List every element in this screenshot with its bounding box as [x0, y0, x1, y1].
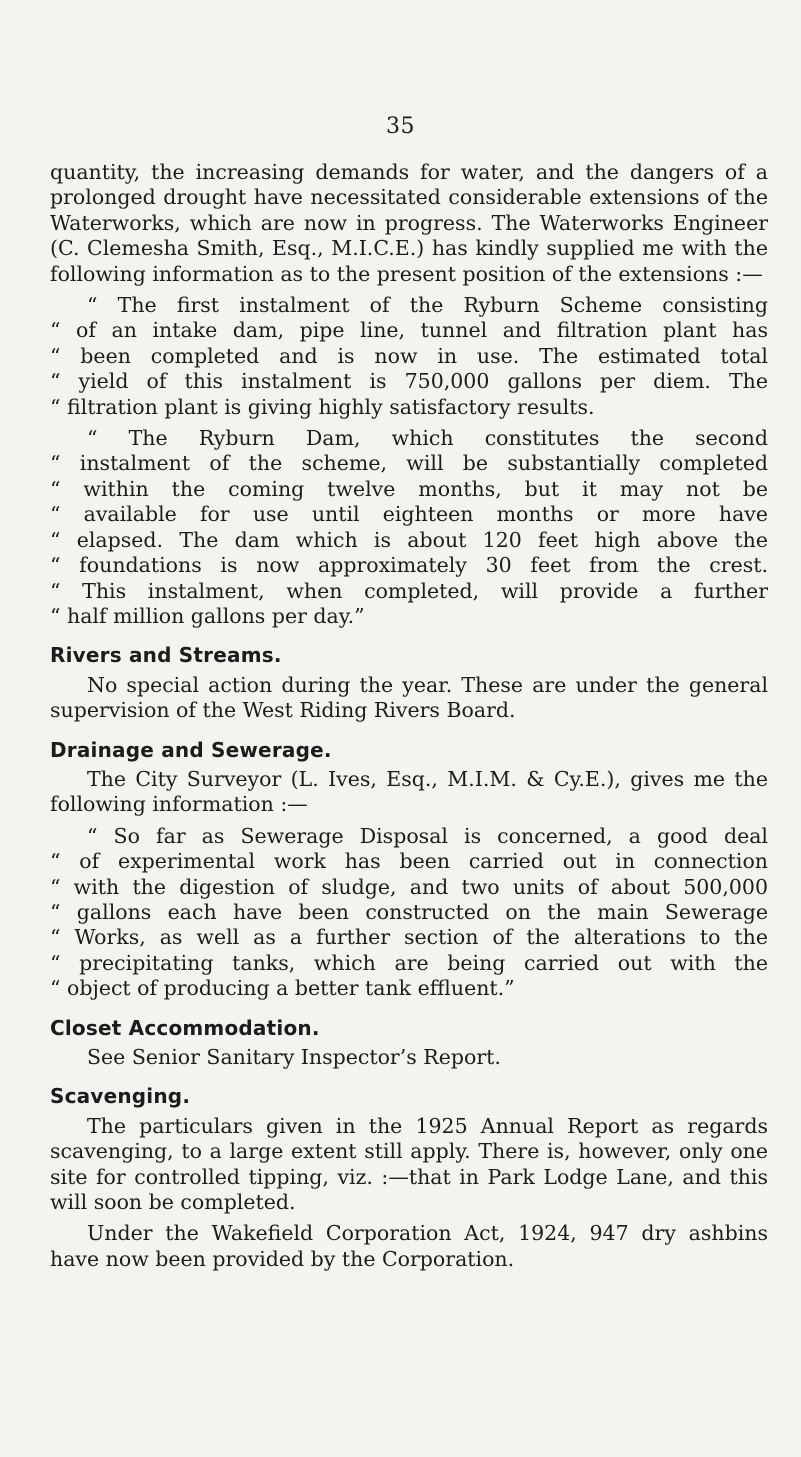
sewerage-quote: [50, 824, 768, 1002]
quote-line: “ of experimental work has been carried out in connection: [50, 849, 768, 874]
intro-paragraph: quantity, the increasing demands for water, and the dangers of a prolonged drought have necessitated considerable extensions of the Waterworks, which are now in progress. The Waterworks Engineer (C. Clemesha Smith, Esq., M.I.C.E.) has kindly supplied me with the following information as to the present position of the extensions :—: [50, 160, 768, 286]
quote-line: “ been completed and is now in use. The estimated total: [50, 343, 768, 368]
quote-line: “ elapsed. The dam which is about 120 feet high above the: [50, 527, 768, 552]
quote-line: “ Works, as well as a further section of the alterations to the: [50, 925, 768, 950]
quote-line: “ So far as Sewerage Disposal is concerned, a good deal: [87, 823, 768, 848]
quote-line: “ instalment of the scheme, will be substantially completed: [50, 451, 768, 476]
closet-paragraph: See Senior Sanitary Inspector’s Report.: [87, 1045, 501, 1069]
quote-line: “ available for use until eighteen months or more have: [50, 502, 768, 527]
drainage-intro-paragraph: The City Surveyor (L. Ives, Esq., M.I.M. & Cy.E.), gives me the following information :—: [50, 766, 768, 817]
quote-line: “ yield of this instalment is 750,000 gallons per diem. The: [50, 369, 768, 394]
quote-line: “ precipitating tanks, which are being carried out with the: [50, 950, 768, 975]
scavenging-heading: Scavenging.: [50, 1084, 191, 1109]
quote-line: “ gallons each have been constructed on the main Sewerage: [50, 899, 768, 924]
report-body: [50, 160, 768, 1278]
quote-line: “ half million gallons per day.”: [50, 603, 365, 628]
quote-line: “ foundations is now approximately 30 feet from the crest.: [50, 553, 768, 578]
quote-line: “ The Ryburn Dam, which constitutes the second: [87, 426, 768, 451]
quote-line: “ with the digestion of sludge, and two units of about 500,000: [50, 874, 768, 899]
quote-line: “ object of producing a better tank effluent.”: [50, 976, 515, 1001]
waterworks-quote-ryburn-dam: [50, 426, 768, 629]
scavenging-paragraph: The particulars given in the 1925 Annual Report as regards scavenging, to a large extent still apply. There is, however, only one site for controlled tipping, viz. :—that in Park Lodge Lane, and this will soon be completed.: [50, 1113, 768, 1215]
rivers-paragraph: No special action during the year. These are under the general supervision of the West Riding Rivers Board.: [50, 672, 768, 723]
quote-line: “ This instalment, when completed, will provide a further: [50, 578, 768, 603]
page-number: 35: [386, 114, 415, 139]
closet-heading: Closet Accommodation.: [50, 1015, 320, 1040]
waterworks-quote-first-instalment: [50, 293, 768, 420]
quote-line: “ of an intake dam, pipe line, tunnel and filtration plant has: [50, 318, 768, 343]
quote-line: “ filtration plant is giving highly satisfactory results.: [50, 394, 595, 419]
drainage-heading: Drainage and Sewerage.: [50, 737, 332, 762]
quote-line: “ The first instalment of the Ryburn Scheme consisting: [87, 293, 768, 318]
quote-line: “ within the coming twelve months, but it may not be: [50, 476, 768, 501]
ashbins-paragraph: Under the Wakefield Corporation Act, 1924, 947 dry ashbins have now been provided by the Corporation.: [50, 1221, 768, 1271]
rivers-heading: Rivers and Streams.: [50, 643, 282, 668]
